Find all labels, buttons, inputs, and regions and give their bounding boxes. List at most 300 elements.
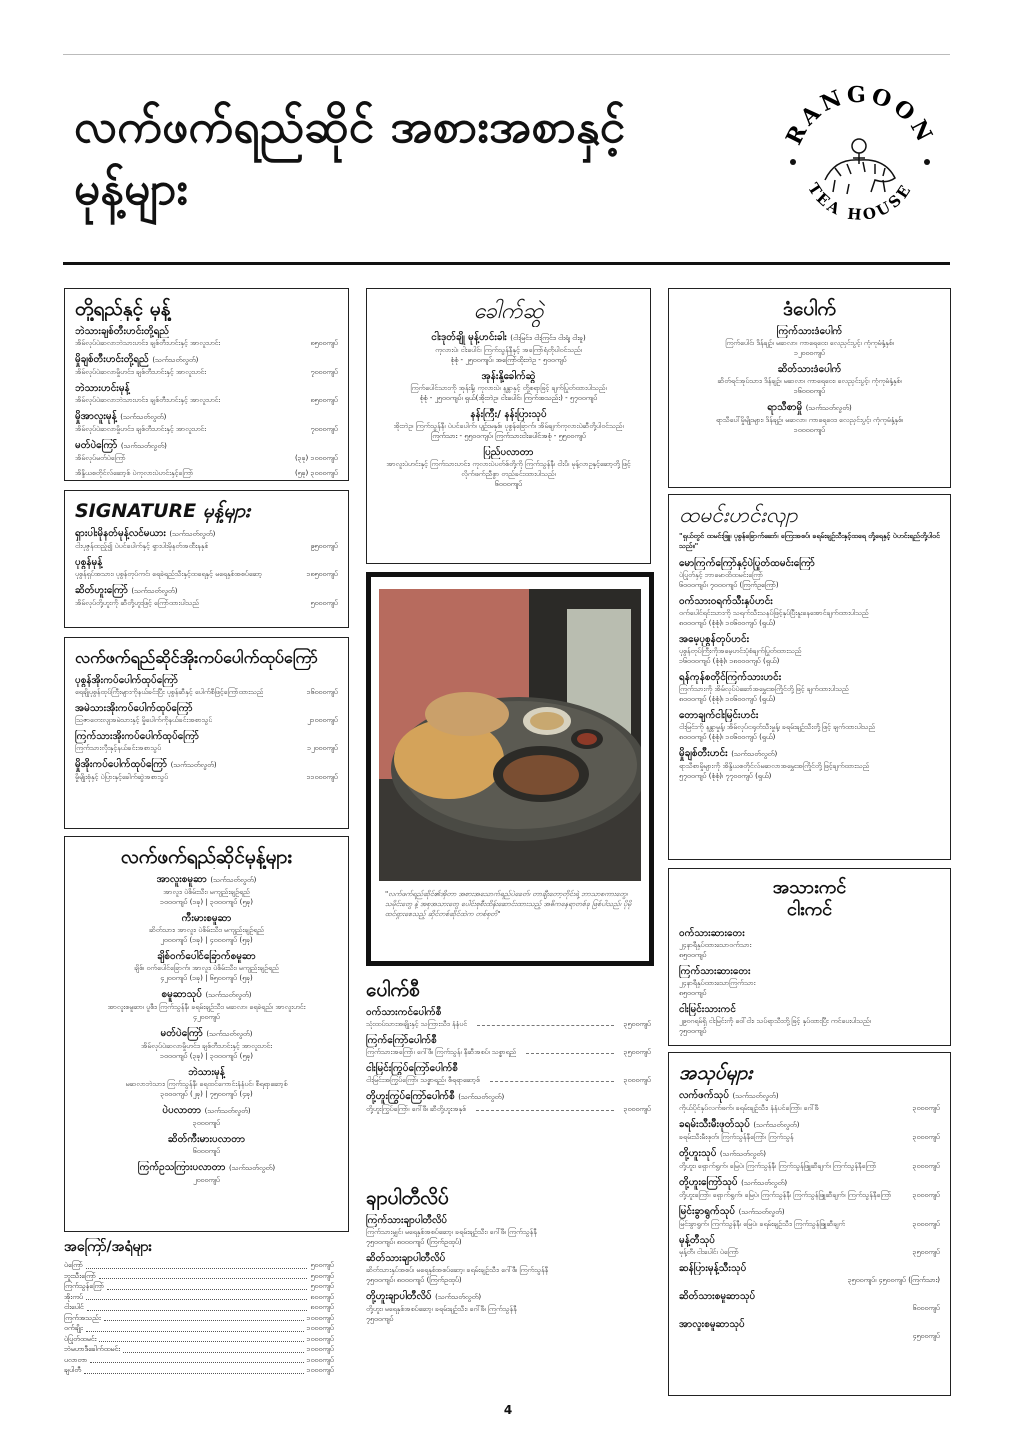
menu-item-price: ၂၀၀၀ကျပ် [193,1176,220,1184]
menu-item-price: ၃၅၀၀ကျပ် [623,1020,651,1028]
menu-item-title: ကြက်သားဒံပေါက် [776,326,843,337]
menu-item-row [75,715,338,725]
menu-item [377,331,640,365]
menu-item-title: အာလူးစမူဆာ [156,874,207,885]
menu-item [679,363,940,396]
menu-item-title: ကြက်သားဆားတေး [679,966,751,977]
side-item [64,1260,334,1271]
bao-section-title: ပေါက်စီ [366,979,420,1001]
menu-item-name [679,965,940,978]
menu-item-desc: ရာသီပေါ်မှိုမျိုးများ၊ ဒိန်ချဉ်၊ မဆလာ၊ ကာရေဝေး၊ လေညှင်းပွင့်၊ ကုံကုမံနှံ့နှစ်၊ [715,416,904,424]
menu-item-name [679,325,940,338]
menu-item-tag: (သက်သတ်လွတ်) [732,1092,779,1100]
menu-item-price: ၇၅၀၀ကျပ်၊ ၈၀၀၀ကျပ် (ကြက်ဥထုပ်) [366,1238,462,1246]
menu-item-row [75,687,338,697]
menu-item [679,709,940,742]
menu-item-name [679,401,940,415]
menu-item-desc: ကြက်သားမျှင်၊ မရေနှစ်အစပ်ဆော့၊ ခရမ်းချဉ်သီး၊ ဂေါ်ဖီ၊ ကြက်သွန်နီ [366,1228,537,1236]
menu-item-name [75,1027,338,1041]
dhal-section [668,288,951,488]
side-item-label: ဝက်ချိုး [64,1324,83,1332]
menu-item-title: ဆန်ပြားမုန့်သီးသုပ် [679,1263,747,1274]
menu-item [75,325,338,348]
menu-item-price: ၉၅၀၀ကျပ် [310,542,338,550]
menu-item-desc: ကြက်သားလှီးနှင့်နယ်ခင်းအစာသွပ် [75,744,162,752]
menu-item-price: ၁၁၀၀၀ကျပ် [306,773,338,781]
menu-item-name [75,527,338,541]
menu-item-desc: တို့ဟူး၊ ရှောက်ရွက်၊ မြေပဲ၊ ကြက်သွန်နီ၊ ကြက်သွန်ဖြူဆီချက်၊ ကြက်သွန်နီကြော် [679,1162,877,1170]
menu-item [679,1147,940,1171]
sides-section-title: အကြော်/အရံများ [64,1239,153,1255]
menu-item-tag: (သက်သတ်လွတ်) [206,1030,253,1038]
menu-item-title: နန်းကြီး/ နန်းပြားသုပ် [470,409,547,420]
menu-item [75,1027,338,1061]
menu-item [75,730,338,753]
menu-item-price: ၈၅၀၀ကျပ် [679,989,707,997]
menu-item-row [75,453,338,463]
menu-item-name [75,439,338,453]
menu-item-name [366,1006,651,1019]
snacks-section-title: လက်ဖက်ရည်ဆိုင်မုန့်များ [120,846,293,868]
menu-item-title: မောကြက်ကြော်နှင့်ပဲပြုတ်ထမင်းကြော် [679,558,815,569]
menu-item-title: လက်ဖက်သုပ် [679,1090,730,1101]
menu-item [366,1034,651,1057]
menu-item-desc: ငါးပုဇွန်ထည့်၍ ပဲပင်ပေါက်နှင့် ရှားပါးမိုနတ်အထီးနနှစ် [75,542,209,550]
side-item-price: ၈၀၀ကျပ် [310,1292,334,1301]
menu-item-title: ပုစွန်မုန့် [75,557,103,568]
side-item-price: ၁၀၀၀ကျပ် [306,1313,334,1322]
burmese-section [64,637,349,829]
bao-section [366,978,651,1178]
menu-item-price: ၈၅၀၀ကျပ် [679,951,707,959]
menu-item-tag: (သက်သတ်လွတ်) [210,876,257,884]
menu-item [679,1318,940,1341]
menu-item-desc: အိမ်လုပ်တို့ဟူးကို ဆီတို့ဟူးဖြင့် ကြော်ထားပါသည် [75,599,199,607]
side-item [64,1355,334,1366]
salads-section [668,1052,951,1396]
menu-item-name [679,671,940,684]
menu-item-row [366,1019,651,1029]
side-item-label: အိုးကပ် [64,1292,84,1301]
menu-item-row [679,1303,940,1313]
menu-item [679,671,940,704]
menu-item-desc: အိမ်လုပ်ပဲဆလာဘဲသားဟင်း၊ ချစ်တီးဟင်းနှင့် အာလူးဟင်း [75,339,221,347]
menu-item [366,1214,651,1247]
leader-dots [107,1289,307,1290]
menu-item-name [679,1089,940,1103]
menu-item-price: ၃၀၀၀ကျပ် [623,1076,651,1084]
menu-item-price: ၁၆၀၀၀ကျပ် (စုံစုံ)၊ ၁၈၀၀၀ကျပ် (ရှယ်) [679,657,780,665]
menu-item-title: အမဲသားအိုးကပ်ပေါက်ထုပ်ကြော် [75,703,193,714]
menu-item-price: ၂၀၀၀ကျပ် (၁ခု) | ၄၀၀၀ကျပ် (၅ခု) [160,936,253,944]
menu-item-name [75,1066,338,1079]
menu-item-price: ၈၀၀၀ကျပ် (စုံစုံ)၊ ၁၀၆၀၀ကျပ် (ရှယ်) [679,619,776,627]
side-item [64,1365,334,1376]
menu-item-title: ရန်ကုန်စတိုင်ကြက်သားဟင်း [679,672,782,683]
signature-section [64,490,349,628]
menu-item-name [75,1161,338,1175]
leader-dots [84,1373,303,1374]
menu-item-title: ဆိတ်သားစမူဆာသုပ် [679,1291,756,1302]
noodles-section-title: ခေါက်ဆွဲ [473,299,544,324]
photo-frame [366,572,654,966]
side-item-price: ၅၀၀ကျပ် [310,1282,334,1290]
menu-item-desc: ၂၄နာရီနှပ်ထားသောဝက်သား [679,941,752,949]
menu-item-name [366,1062,651,1075]
menu-item-title: ခရမ်းသီးမီးဖုတ်သုပ် [679,1119,750,1130]
menu-item-name [75,410,338,424]
menu-item-title: မတ်ပဲကြော် [75,440,118,451]
menu-item-row [679,1247,940,1257]
page-title [74,95,754,219]
menu-item-desc: ၂၉ဝဂရမ်ရှိ ငါးမြင်းကို ဝေါ်ငါး၊ သပ်ရာသီးတို့ဖြင့် နှပ်ထားပြီး ကင်ပေးပါသည်၊ [679,1017,871,1025]
menu-item-tag: (သက်သတ်လွတ်) [204,1107,251,1115]
menu-item-tag: (သက်သတ်လွတ်) [120,442,167,450]
menu-item-desc: ကြက်သားကို အိမ်လုပ်ပဲဆော်အမွှေးအကြိုင်တို့ဖြင့် ချက်ထားပါသည် [679,685,849,693]
logo-bottom-text: TEA HOUSE [804,179,916,225]
menu-item-name [75,950,338,963]
menu-item-desc: အိုးဘဲဥ၊ ကြက်သွန်နီ၊ ပဲပင်ပေါက်၊ ပျဉ်းမနှစ်၊ ပုစွန်ခြောက်၊ အိမ်ချက်ကုလားပဲဆီတို့ပါဝင်သည်၊ [393,422,624,430]
menu-item-title: ကြက်ကြော်ပေါက်စီ [366,1035,437,1046]
menu-item-name [75,873,338,887]
menu-item-title: မှိုအိုးကပ်ပေါက်ထုပ်ကြော် [75,759,168,770]
menu-item [679,747,940,781]
menu-item-desc: အာလူး၊ ပဲစိမ်းသီး၊ မကျည်းချဉ်ရည် [163,888,250,896]
menu-item-name [377,370,640,383]
photo-caption: "လက်ဖက်ရည်ဆိုင်၏အိုတာ အစားအသောက်ရည်ပဲခေတ်၊ တာချီးတော့တိုင်းရဲ့ ဘာသာစကားတွေ၊ သမိုင်းတွေ နဲ့ အစုအသားတွေ ပေါင်းစုစီးထိန်းဆောင်းထားသည့် အဓိကနေရာတစ်ခု ဖြစ်ပါသည်၊ ပိုမိုထင်ရှားစေသည့် ဆိုင်တစ်ဆိုင်ထဲက တစ်စုတ်" [385,890,632,918]
menu-item-tag: (သက်သတ်လွတ်) [731,750,778,758]
menu-item-row [75,569,338,579]
menu-item-title: တို့ဟူးကြွပ်ကြော်ပေါက်စီ [366,1091,455,1102]
menu-item [75,758,338,782]
chapati-section [366,1186,651,1396]
side-item-label: ပဲကြော် [64,1261,83,1269]
menu-item-price: ၄၅၀၀ကျပ် [912,1332,940,1340]
menu-item-price: ၇၅၀၀ကျပ် [679,1027,707,1035]
menu-item-name [679,1290,940,1303]
menu-item-title: ချိစ်ဝက်ပေါင်ခြောက်စမူဆာ [157,951,256,962]
menu-item-title: ပြည်ပလာတာ [483,447,534,458]
svg-text:TEA HOUSE [804,180,916,224]
menu-item-title: ကြက်သားအိုးကပ်ပေါက်ထုပ်ကြော် [75,731,199,742]
menu-item-name [377,331,640,345]
menu-item-row [75,338,338,348]
menu-item-row [679,1275,940,1285]
menu-item-name [679,1176,940,1190]
menu-item [366,1252,651,1285]
menu-item-price: ၇၅၀၀ကျပ် [366,1315,394,1323]
menu-item [366,1062,651,1085]
rangoon-logo [775,80,945,250]
menu-item-price: ၃၅၀၀ကျပ်၊ ၄၅၀၀ကျပ် (ကြက်သား) [847,1276,940,1284]
rice-section [668,494,951,860]
menu-item-price: ၃၀၀၀ကျပ် [912,1133,940,1141]
menu-item-price: ၆၀၀၀ကျပ် [192,1147,221,1155]
grill-section [668,868,951,1046]
tea-section-title: တို့ရည်နှင့် မုန့် [75,298,171,320]
leader-dots [86,1268,308,1269]
leader-dots [104,1320,304,1321]
menu-item-row [75,772,338,782]
menu-item-name [75,584,338,598]
menu-item [366,1290,651,1324]
menu-item [679,1262,940,1285]
menu-item-price: (၃ခု) ၁၀၀၀ကျပ် [294,454,338,462]
menu-item-tag: (သက်သတ်လွတ်) [131,587,178,595]
menu-item-name [377,408,640,421]
menu-item-price: ကြက်သား - ၅၅၀၀ကျပ်၊ ကြက်သားငါးပေါင်အစုံ - ၅၅၀၀ကျပ် [431,432,586,440]
menu-item-title: တို့ဟူးသုပ် [679,1148,717,1159]
menu-item [377,446,640,489]
side-item-label: ဘူးသီးကြော် [64,1271,96,1280]
menu-item-name [366,1214,651,1227]
menu-item-desc: ခရမ်းသီးမီးဖုတ်၊ ကြက်သွန်နီကြော်၊ ကြက်သွန် [679,1133,794,1141]
side-item-label: ကြက်အသည်း [64,1313,101,1322]
menu-item-title: ဆိတ်သားဒံပေါက် [777,364,842,375]
menu-item-desc: ပုစွန်ရှပ်အသား၊ ပုစွန်တုပ်ကင်၊ ရေခဲရည်သီးနှင့်ထရေနှင့် မရေနှစ်အစပ်ဆော့ [75,570,262,578]
menu-item-name [679,1147,940,1161]
leader-dots [99,1278,308,1279]
menu-item-price: ၁၀၀၀ကျပ် (၃ခု) | ၃၀၀၀ကျပ် (၅ခု) [160,1052,253,1060]
menu-item-desc: အာလူးပဲဟင်းနှင့် ကြက်သားဟင်း၊ ကုလားပဲပတ်စ်တို့ကို ကြက်သွန်နီ၊ ငါးပိ၊ မုန့်လာဥနှင့်ဆော့တို့ဖြင့် လိုက်ဖက်ညီစွာ တည်ခင်းထားပါသည်၊ [386,460,631,478]
menu-item-tag: (သက်သတ်လွတ်) [738,1208,785,1216]
menu-item [75,527,338,551]
menu-item-price: ၃၀၀၀ကျပ် [912,1104,940,1112]
menu-item-tag: (သက်သတ်လွတ်) [719,1150,766,1158]
menu-item-desc: အိမ်လုပ်ပဲဆလာမှိုဟင်း၊ ချစ်တီးဟင်းနှင့် အာလူးဟင်း [75,368,206,376]
leader-dots [90,1362,303,1363]
leader-dots [490,1081,614,1082]
menu-item-tag: (သက်သတ်လွတ်) [120,413,167,421]
menu-item-price: ၁၀၀၀၀ကျပ် [793,426,826,434]
menu-item-row [366,1075,651,1085]
menu-item-tag: (သက်သတ်လွတ်) [741,1179,788,1187]
menu-item-tag: (သက်သတ်လွတ်) [205,991,252,999]
menu-item-name [75,702,338,715]
menu-item-name [75,758,338,772]
menu-item [679,1290,940,1313]
side-item-price: ၁၀၀၀ကျပ် [306,1345,334,1353]
menu-item-desc: ဆိတ်သားနှပ်အစပ်၊ မရေနှစ်အစပ်ဆော့၊ ခရမ်းချဉ်သီး၊ ဂေါ်ဖီ၊ ကြက်သွန်နီ [366,1266,549,1274]
side-item [64,1334,334,1345]
menu-item-desc: ဝက်ပေါင်ရင်းသားကို သရက်သီးသနပ်ဖြင့်နှပ်ပြီးနူးနေအောင်ချက်ထားပါသည် [679,609,869,617]
menu-item-title: မှိုချစ်တီးဟင်း [679,748,728,759]
page-title-line-2: မုန့်များ [74,161,189,215]
menu-item-desc: ရေချိုပုစွန်ထုပ်ကြီးများကိုနယ်ခင်းပြီး ပုစွန်ဆီနှင့် ပေါက်စီဖြင့်ကြော်ထားသည် [75,688,264,696]
menu-item-name [679,747,940,761]
menu-item [75,950,338,983]
menu-item-title: ဝက်သားဝရက်သီးနှပ်ဟင်း [679,596,773,607]
side-item-price: ၅၀၀ကျပ် [310,1271,334,1280]
menu-item-row [75,743,338,753]
tiger-logo-icon [775,80,945,250]
leader-dots [526,1053,613,1054]
menu-item-price: စုံစုံ - ၂၅၀၀ကျပ်၊ ရှယ်(အိုးဘဲဥ၊ ငါးပေါင်၊ ကြက်အသည်း) - ၅၇၀၀ကျပ် [419,394,598,402]
menu-item-title: ကြက်သားချာပါတီလိပ် [366,1215,448,1226]
leader-dots [123,1352,303,1353]
side-item [64,1281,334,1292]
side-item [64,1323,334,1334]
menu-item-desc: မဆလာဘဲသား၊ ကြက်သွန်နီ၊ ရေထင်ကောင်းနံနံပင်၊ စီရရာဆော့စ် [125,1080,288,1088]
side-item-price: ၈၀၀ကျပ် [310,1303,334,1311]
menu-item-name [679,1003,940,1016]
menu-item-row [679,1103,940,1113]
food-photo [379,589,641,881]
menu-item [75,674,338,697]
menu-item-tag: (သက်သတ်လွတ်) [805,404,852,412]
menu-item-title: မှိုချစ်တီးဟင်းတို့ရည် [75,354,149,365]
menu-item-row [366,1047,651,1057]
menu-item [75,873,338,907]
menu-item-title: မြင်းခွာရွက်သုပ် [679,1206,736,1217]
menu-item-name [366,1290,651,1304]
menu-item [75,584,338,608]
menu-item-desc: သုံးထပ်သားအချိုးနှင့် သကြားသီး၊ နံနံပင် [366,1020,468,1028]
sides-section [64,1238,334,1398]
grill-title-line-1: အသားကင် [772,877,847,898]
menu-item [75,1161,338,1185]
burmese-section-title: လက်ဖက်ရည်ဆိုင်အိုးကပ်ပေါက်ထုပ်ကြော် [75,648,318,667]
menu-item-desc: ပဲပြုတ်နှင့် ဘာမောထိထမင်းကြော် [679,571,764,579]
menu-item-name [75,730,338,743]
menu-item-title: ဝက်သားကင်ပေါက်စီ [366,1007,442,1018]
menu-item-desc: အိမ်လုပ်ပဲဆလာဘဲသားဟင်း၊ ချစ်တီးဟင်းနှင့် အာလူးဟင်း [75,396,221,404]
menu-item-desc: ကိုယ်ပိုင်နှပ်လက်ဖက်၊ ခရမ်းချဉ်သီး၊ နံနံပင်ကြော်၊ ဂေါ်ဖီ [679,1104,819,1112]
menu-item-price: ၃၅၀၀ကျပ် [912,1248,940,1256]
menu-item [75,468,338,478]
menu-item-price: ၄၂၀၀ကျပ် (၁ခု) | ၆၅၀၀ကျပ် (၅ခု) [160,974,253,982]
menu-item-price: ၆၀၀၀ကျပ်၊ ၇၀၀၀ကျပ် (ကြက်ဥကြော်) [679,581,779,589]
menu-item-title: အမေ့ပုစွန်တုပ်ဟင်း [679,634,750,645]
menu-item-desc: မြင်းခွာရွက်၊ ကြက်သွန်နီ၊ မြေပဲ၊ ခရမ်းချဉ်သီး၊ ကြက်သွန်ဖြူဆီချက် [679,1220,846,1228]
menu-item-row [75,598,338,608]
menu-item-title: မှိုအာလူးမုန့် [75,411,117,422]
menu-item-price: ၈၅၀၀ကျပ် [310,339,338,347]
menu-item-row [679,1132,940,1142]
menu-item-price: ၅၀၀၀ကျပ် [310,599,338,607]
menu-item-name [75,325,338,338]
menu-item-price: စုံစုံ - ၂၅၀၀ကျပ်၊ အကြော်ထိုးဘဲဥ - ၅၀၀ကျပ် [450,356,567,364]
side-item [64,1302,334,1313]
side-item [64,1292,334,1303]
menu-item-desc: ကြက်ပေါင်သားကို အုန်းနို့၊ ကုလားပဲ၊ နန္တာနှင့် တို့စရာဖြင့် ချက်ပြုတ်ထားပါသည်၊ [410,384,607,392]
menu-item [75,410,338,434]
menu-item-name [679,1318,940,1331]
leader-dots [477,1025,613,1026]
menu-item-row [75,541,338,551]
side-item-label: ဘဲမဟာဒီခေါက်ထမင်း [64,1345,121,1353]
menu-item [75,1133,338,1156]
menu-item [75,556,338,579]
menu-item-desc: အိန္ဒိယစတိုင်လ်ဆော့စ် ပဲကုလားပဲဟင်းနှင့်ကြော် [75,469,194,477]
menu-item-price: ၃၀၀၀ကျပ် [912,1220,940,1228]
menu-item-name [366,1034,651,1047]
menu-item-tag: (သက်သတ်လွတ်) [229,1164,276,1172]
menu-item-desc: တို့ဟူးကြော်၊ ရှောက်ရွက်၊ မြေပဲ၊ ကြက်သွန်နီ၊ ကြက်သွန်ဖြူဆီချက်၊ ကြက်သွန်နီကြော် [679,1191,892,1199]
top-rule [63,54,950,55]
menu-item-desc: ရာသီစာမှိုများကို အိန္ဒိယစတိုင်လ်မဆလာအမွှေးအကြိုင်တို့ဖြင့်ချက်ထားသည် [679,762,870,770]
menu-item-price: ၇၀၀၀ကျပ် [310,425,338,433]
menu-item-desc: ဆိတ်သား၊ အာလူး၊ ပဲစိမ်းသီး၊ မကျည်းချဉ်ရည် [148,926,265,934]
side-item-price: ၅၀၀ကျပ် [310,1261,334,1269]
menu-item-price: ၈၅၀၀ကျပ် [310,396,338,404]
menu-item-tag: (သက်သတ်လွတ်) [169,530,216,538]
menu-item [679,1234,940,1257]
menu-item-name [75,382,338,395]
menu-item-name [679,1234,940,1247]
leader-dots [99,1341,303,1342]
menu-item-desc: ချိစ်၊ ဝက်ပေါင်ခြောက်၊ အာလူး၊ ပဲစိမ်းသီး၊ မကျည်းချဉ်ရည် [134,964,279,972]
menu-item-desc: မှိုမျိုးစုံနှင့် ပဲပြားနှင့်ခေါက်ဆွဲအစာသွပ် [75,773,169,781]
menu-item-desc: ပုစွန်တုပ်ကြီးကိုအမေ့ဟင်းပုံစံချက်ပြုတ်ထားသည် [679,647,802,655]
menu-item [75,439,338,463]
menu-item-name [679,1262,940,1275]
menu-item-tag: (သက်သတ်လွတ်) [435,1293,482,1301]
menu-item [679,1003,940,1036]
menu-item-desc: ဆိတ်ရင်အုပ်သား၊ ဒိန်ချဉ်၊ မဆလာ၊ ကာရေဝေး၊ လေညှင်းပွင့်၊ ကုံကုမံနှံ့နှစ်၊ [717,377,902,385]
menu-item-title: ဘဲသားဟင်းမုန့် [75,383,130,394]
menu-item-desc: အိမ်လုပ်မတ်ပဲကြော် [75,454,126,462]
menu-item-row [75,424,338,434]
grill-title-line-2: ငါးကင် [786,899,833,920]
menu-item-name [75,988,338,1002]
leader-dots [476,1110,613,1111]
menu-item-desc: မုန့်တီ၊ ငါးပေါင်၊ ပဲကြော် [679,1248,739,1256]
menu-item-name [679,363,940,376]
menu-item-desc: ကြက်သားအကြော်၊ ဂေါ်ဖီ၊ ကြက်သွန်၊ နီဆီအစပ်၊ သစ္စာရည် [366,1048,517,1056]
menu-item-price: ၈၀၀၀ကျပ် (စုံစုံ)၊ ၁၀၆၀၀ကျပ် (ရှယ်) [679,733,776,741]
menu-item-title: တောချက်ငါးမြင်းဟင်း [679,710,759,721]
menu-item [679,557,940,590]
menu-item-name [377,446,640,459]
salads-section-title: အသုပ်များ [679,1062,753,1084]
grill-section-title [679,877,940,921]
snacks-section [64,836,349,1232]
menu-item-title: အာလူးစမူဆာသုပ် [679,1319,745,1330]
menu-item-name [75,556,338,569]
menu-item-price: ၁၀၀၀ကျပ် (၁ခု) | ၃၀၀၀ကျပ် (၅ခု) [160,898,253,906]
page-title-line-1: လက်ဖက်ရည်ဆိုင် အစားအစာနှင့် [74,99,626,153]
menu-item-name [75,1133,338,1146]
menu-item-price: ၃၀၀၀ကျပ် [623,1105,651,1113]
menu-item-price: ၃၅၀၀ကျပ် [623,1048,651,1056]
menu-item-desc: ငါးမြင်းအကြွပ်ကြော်၊ သစ္စာရည်၊ စီရရာဆော့စ် [366,1076,480,1084]
menu-item-title: စမူဆာသုပ် [161,989,202,1000]
menu-item-price: ၁၂၀၀၀ကျပ် [307,744,338,752]
side-item-label: ချပါတီ [64,1366,82,1374]
menu-item-price: ၁၆၀၀၀ကျပ် [306,688,338,696]
menu-item [679,325,940,358]
menu-item [366,1006,651,1029]
side-item-price: ၁၀၀၀ကျပ် [306,1355,334,1364]
side-item-price: ၁၀၀၀ကျပ် [306,1324,334,1332]
menu-item-price: ၁၆၀၀၀ကျပ် [793,387,826,395]
menu-item [679,927,940,960]
signature-section-title: SIGNATURE မုန့်များ [75,500,250,522]
menu-item [679,1089,940,1113]
menu-item-row [75,468,338,478]
menu-item [679,633,940,666]
menu-item [679,401,940,435]
menu-item [679,1176,940,1200]
leader-dots [86,1299,307,1300]
menu-item-title: ငါးမြင်းကြွပ်ကြော်ပေါက်စီ [366,1063,458,1074]
menu-item-price: ၅၇၀၀ကျပ် (စုံစုံ)၊ ၇၇၀၀ကျပ် (ရှယ်) [679,772,772,780]
chapati-section-title: ချာပါတီလိပ် [366,1187,449,1209]
side-item [64,1271,334,1282]
dhal-section-title: ဒံပေါက် [783,298,836,320]
side-item [64,1344,334,1355]
